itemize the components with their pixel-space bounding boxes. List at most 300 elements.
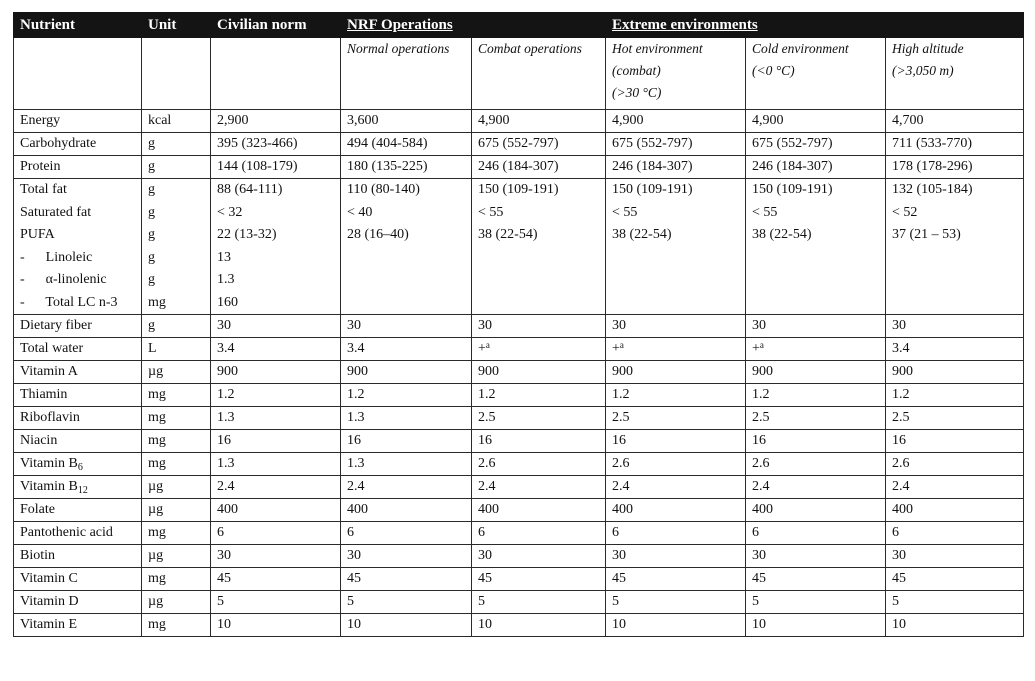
value-altitude-text: 400: [892, 502, 914, 517]
value-civilian: [211, 499, 341, 522]
value-normal-text: 1.3: [347, 456, 365, 471]
value-combat: [472, 614, 606, 637]
value-hot: [606, 522, 746, 545]
subheader-normal-operations: Normal operations: [341, 38, 472, 110]
value-altitude-text: 30: [892, 548, 907, 563]
value-altitude: [886, 338, 1024, 361]
value-altitude: [886, 499, 1024, 522]
nutrient-name-text: Vitamin C: [20, 571, 78, 586]
value-civilian: 2,900: [211, 110, 341, 133]
nutrient-name-text: Riboflavin: [20, 410, 80, 425]
value-civilian: [211, 614, 341, 637]
nutrient-name: [14, 614, 142, 637]
value-hot: [606, 338, 746, 361]
value-combat: [472, 361, 606, 384]
value-combat: [472, 568, 606, 591]
value-altitude: [886, 522, 1024, 545]
value-altitude-text: 2.4: [892, 479, 910, 494]
nutrient-unit: g: [148, 249, 155, 265]
value-hot-text: 5: [612, 594, 620, 609]
subheader-empty: [14, 38, 142, 110]
value-cold-text: 2.4: [752, 479, 770, 494]
footnote-marker: a: [619, 340, 624, 350]
table-row: [14, 453, 1024, 476]
value-normal-text: 400: [347, 502, 368, 517]
value-hot: 246 (184-307): [606, 156, 746, 179]
value-normal: [341, 315, 472, 338]
value-normal: [341, 522, 472, 545]
value-altitude: [886, 568, 1024, 591]
subheader-empty: [211, 38, 341, 110]
nutrient-unit: mg: [148, 294, 166, 310]
table-row: [14, 361, 1024, 384]
value-cold: [746, 384, 886, 407]
value-cold: [746, 430, 886, 453]
value-normal-text: 30: [347, 548, 361, 563]
value-cold: [746, 614, 886, 637]
header-civilian-norm: Civilian norm: [211, 13, 341, 38]
value-cold: [746, 338, 886, 361]
value-normal-text: 16: [347, 433, 361, 448]
value-combat-text: +: [478, 341, 486, 356]
nutrient-name: [14, 384, 142, 407]
nutrient-unit: mg: [142, 453, 211, 476]
value-altitude: [886, 430, 1024, 453]
value-hot-text: 10: [612, 617, 627, 632]
value-combat: [472, 338, 606, 361]
nutrient-unit: mg: [142, 384, 211, 407]
subheader-row: [14, 38, 1024, 110]
nutrient-name: Protein: [14, 156, 142, 179]
value-altitude-text: 10: [892, 617, 907, 632]
value-combat-text: 16: [478, 433, 492, 448]
value-hot-text: 2.6: [612, 456, 630, 471]
value-combat: [472, 545, 606, 568]
nutrient-name-text: Thiamin: [20, 387, 68, 402]
value-altitude-text: 6: [892, 525, 900, 540]
value-civilian: 160: [217, 294, 238, 310]
value-cold-text: 2.5: [752, 410, 770, 425]
table-row: [14, 315, 1024, 338]
value-altitude-text: 2.6: [892, 456, 910, 471]
value-civilian-text: 2.4: [217, 479, 235, 494]
value-hot-text: 400: [612, 502, 634, 517]
table-row: [14, 499, 1024, 522]
value-combat: < 55: [478, 204, 504, 220]
value-cold: < 55: [752, 204, 778, 220]
nutrient-name: [14, 591, 142, 614]
nutrient-unit: mg: [142, 407, 211, 430]
value-cold: [746, 453, 886, 476]
subheader-hot-environment: [606, 38, 746, 110]
value-combat: [472, 476, 606, 499]
table-row: [14, 338, 1024, 361]
nutrient-name: Carbohydrate: [14, 133, 142, 156]
value-cold: 4,900: [746, 110, 886, 133]
value-combat-text: 30: [478, 318, 492, 333]
value-normal: 110 (80-140): [347, 182, 420, 197]
nutrient-name-text: Vitamin A: [20, 364, 78, 379]
value-civilian-block: [211, 179, 341, 315]
value-civilian: [211, 568, 341, 591]
table-row: [14, 522, 1024, 545]
footnote-marker: a: [759, 340, 764, 350]
value-normal: [341, 338, 472, 361]
table-row: [14, 384, 1024, 407]
value-cold-text: 30: [752, 318, 767, 333]
nutrient-name: - Total LC n-3: [20, 294, 118, 310]
value-hot: [606, 361, 746, 384]
value-hot-text: 6: [612, 525, 620, 540]
nutrient-unit: µg: [142, 476, 211, 499]
nutrient-name-text: Vitamin B: [20, 456, 78, 471]
value-normal-text: 45: [347, 571, 361, 586]
value-civilian: 13: [217, 249, 231, 265]
value-cold-text: 10: [752, 617, 767, 632]
value-hot: 4,900: [606, 110, 746, 133]
value-altitude: [886, 315, 1024, 338]
table-row: [14, 591, 1024, 614]
table-row-fats: [14, 179, 1024, 315]
value-normal-text: 30: [347, 318, 361, 333]
value-cold-text: 1.2: [752, 387, 770, 402]
table-row: [14, 476, 1024, 499]
subheader-hot-line: (>30 °C): [612, 85, 662, 100]
value-civilian-text: 30: [217, 548, 231, 563]
value-combat-text: 2.5: [478, 410, 496, 425]
header-extreme-environments: Extreme environments: [606, 13, 1024, 38]
subheader-combat-operations: Combat operations: [472, 38, 606, 110]
value-civilian-text: 10: [217, 617, 231, 632]
nutrient-unit: µg: [142, 545, 211, 568]
nutrient-unit: g: [142, 315, 211, 338]
value-altitude: [886, 453, 1024, 476]
table-row: [14, 430, 1024, 453]
value-normal: < 40: [347, 204, 373, 220]
nutrient-name: [14, 568, 142, 591]
nutrient-name: [14, 338, 142, 361]
value-altitude: [886, 407, 1024, 430]
value-hot-text: +: [612, 341, 620, 356]
value-normal-text: 5: [347, 594, 354, 609]
nutrient-name-text: Folate: [20, 502, 55, 517]
value-cold-text: 2.6: [752, 456, 770, 471]
table-row: [14, 407, 1024, 430]
value-hot-text: 16: [612, 433, 627, 448]
table-body-vitamins: [14, 315, 1024, 637]
value-normal: [341, 568, 472, 591]
nutrient-unit: L: [142, 338, 211, 361]
nutrient-unit: kcal: [142, 110, 211, 133]
nutrient-name-subscript: 12: [77, 485, 88, 496]
subheader-cold-environment: [746, 38, 886, 110]
value-civilian-text: 6: [217, 525, 224, 540]
value-hot: [606, 430, 746, 453]
nutrient-name: [14, 430, 142, 453]
value-normal-text: 2.4: [347, 479, 365, 494]
value-normal-block: [341, 179, 472, 315]
header-row: [14, 13, 1024, 38]
value-cold: [746, 476, 886, 499]
value-combat-text: 2.4: [478, 479, 496, 494]
nutrient-name: - α-linolenic: [20, 272, 107, 287]
value-cold: [746, 499, 886, 522]
nutrient-name: - Linoleic: [20, 249, 93, 265]
value-normal-text: 900: [347, 364, 368, 379]
value-cold: [746, 315, 886, 338]
value-civilian-text: 400: [217, 502, 238, 517]
value-combat-text: 400: [478, 502, 499, 517]
value-combat: [472, 315, 606, 338]
value-normal: [341, 453, 472, 476]
subheader-hot-line: Hot environment: [612, 41, 703, 56]
value-altitude-text: 30: [892, 318, 907, 333]
value-civilian-text: 45: [217, 571, 231, 586]
nutrient-name-text: Dietary fiber: [20, 318, 92, 333]
nutrient-unit: mg: [142, 430, 211, 453]
value-normal: [341, 361, 472, 384]
value-civilian: 1.3: [217, 272, 235, 287]
value-cold-text: 400: [752, 502, 774, 517]
header-unit: Unit: [142, 13, 211, 38]
subheader-empty: [142, 38, 211, 110]
nutrient-unit: mg: [142, 522, 211, 545]
value-cold: [746, 407, 886, 430]
value-civilian-text: 5: [217, 594, 224, 609]
nutrient-unit: mg: [142, 614, 211, 637]
value-combat: [472, 453, 606, 476]
table-row: [14, 156, 1024, 179]
nutrient-unit: g: [148, 204, 155, 220]
nutrient-name-text: Vitamin E: [20, 617, 78, 632]
subheader-cold-line: Cold environment: [752, 41, 849, 56]
value-altitude: [886, 614, 1024, 637]
nutrient-name-text: Pantothenic acid: [20, 525, 113, 540]
value-civilian: [211, 384, 341, 407]
value-combat-block: [472, 179, 606, 315]
nutrient-unit: µg: [142, 591, 211, 614]
value-hot: [606, 545, 746, 568]
value-combat-text: 30: [478, 548, 492, 563]
nutrient-unit: g: [148, 272, 155, 287]
value-altitude-text: 16: [892, 433, 907, 448]
value-combat: 4,900: [472, 110, 606, 133]
value-cold-text: 6: [752, 525, 760, 540]
value-hot: 675 (552-797): [606, 133, 746, 156]
nutrient-name-text: Niacin: [20, 433, 58, 448]
value-combat: 246 (184-307): [472, 156, 606, 179]
nutrient-unit-block: [142, 179, 211, 315]
value-normal: [341, 476, 472, 499]
value-cold: [746, 591, 886, 614]
value-combat: [472, 430, 606, 453]
value-altitude: 178 (178-296): [886, 156, 1024, 179]
value-combat-text: 5: [478, 594, 485, 609]
value-cold-text: 45: [752, 571, 767, 586]
value-civilian-text: 30: [217, 318, 231, 333]
nutrient-name: [14, 361, 142, 384]
value-normal: [341, 384, 472, 407]
value-civilian: [211, 591, 341, 614]
value-cold-block: [746, 179, 886, 315]
nutrient-name: [14, 522, 142, 545]
value-hot: < 55: [612, 204, 638, 220]
nutrient-name-text: Total water: [20, 341, 84, 356]
subheader-high-altitude: [886, 38, 1024, 110]
value-civilian-text: 1.3: [217, 456, 235, 471]
value-altitude-text: 45: [892, 571, 907, 586]
value-normal: [341, 499, 472, 522]
value-altitude: [886, 476, 1024, 499]
value-cold-text: 16: [752, 433, 767, 448]
value-hot: 150 (109-191): [612, 182, 693, 197]
value-normal: 180 (135-225): [341, 156, 472, 179]
value-hot-block: [606, 179, 746, 315]
value-civilian: [211, 407, 341, 430]
value-cold: 246 (184-307): [746, 156, 886, 179]
value-civilian: [211, 545, 341, 568]
value-cold: [746, 522, 886, 545]
value-normal: 28 (16–40): [347, 227, 409, 242]
value-normal: [341, 407, 472, 430]
nutrient-name-subscript: 6: [77, 462, 83, 473]
nutrient-unit: g: [148, 227, 155, 242]
table-row: [14, 568, 1024, 591]
subheader-cold-line: (<0 °C): [752, 63, 795, 78]
value-normal: [341, 430, 472, 453]
nutrient-name: [14, 499, 142, 522]
value-cold: [746, 361, 886, 384]
value-combat: [472, 499, 606, 522]
value-altitude-text: 900: [892, 364, 914, 379]
value-hot: [606, 384, 746, 407]
table-row: [14, 110, 1024, 133]
value-hot: [606, 591, 746, 614]
value-hot-text: 900: [612, 364, 634, 379]
value-normal-text: 1.3: [347, 410, 365, 425]
subheader-hot-line: (combat): [612, 63, 661, 78]
value-hot: [606, 315, 746, 338]
value-hot: [606, 476, 746, 499]
value-civilian-text: 1.2: [217, 387, 235, 402]
value-normal: 3,600: [341, 110, 472, 133]
value-altitude: [886, 545, 1024, 568]
value-cold-text: 5: [752, 594, 760, 609]
value-combat: 150 (109-191): [478, 182, 559, 197]
value-hot: 38 (22-54): [612, 227, 672, 242]
value-civilian: [211, 476, 341, 499]
nutrient-unit: g: [142, 156, 211, 179]
subheader-alt-line: High altitude: [892, 41, 964, 56]
value-civilian: [211, 361, 341, 384]
value-combat: [472, 591, 606, 614]
value-altitude-text: 2.5: [892, 410, 910, 425]
nutrient-name-text: Vitamin B: [20, 479, 78, 494]
nutrient-unit: µg: [142, 499, 211, 522]
value-normal-text: 6: [347, 525, 354, 540]
nutrient-name: [14, 545, 142, 568]
value-altitude-text: 5: [892, 594, 900, 609]
value-altitude: 132 (105-184): [892, 182, 973, 197]
value-cold: 38 (22-54): [752, 227, 812, 242]
header-nutrient: Nutrient: [14, 13, 142, 38]
table-row: [14, 133, 1024, 156]
nutrient-name-block: [14, 179, 142, 315]
header-nrf-operations: NRF Operations: [341, 13, 606, 38]
value-hot-text: 2.5: [612, 410, 630, 425]
nutrient-name: [14, 407, 142, 430]
value-hot: [606, 499, 746, 522]
value-hot-text: 30: [612, 318, 627, 333]
nutrient-name-text: Vitamin D: [20, 594, 79, 609]
value-combat: 675 (552-797): [472, 133, 606, 156]
value-normal: [341, 591, 472, 614]
value-hot-text: 30: [612, 548, 627, 563]
nutrient-unit: mg: [142, 568, 211, 591]
value-normal-text: 3.4: [347, 341, 365, 356]
nutrient-name: [14, 453, 142, 476]
nutrient-unit: g: [142, 133, 211, 156]
nutrient-name: Saturated fat: [20, 204, 92, 220]
value-civilian-text: 3.4: [217, 341, 235, 356]
value-civilian: 88 (64-111): [217, 182, 283, 197]
value-cold: 150 (109-191): [752, 182, 833, 197]
value-normal: [341, 545, 472, 568]
nutrient-unit: g: [148, 182, 155, 197]
value-cold: [746, 545, 886, 568]
value-combat: [472, 384, 606, 407]
value-combat: 38 (22-54): [478, 227, 538, 242]
value-combat-text: 2.6: [478, 456, 496, 471]
value-civilian: [211, 430, 341, 453]
value-combat: [472, 407, 606, 430]
nutrient-name: [14, 315, 142, 338]
value-combat-text: 45: [478, 571, 492, 586]
value-normal-text: 10: [347, 617, 361, 632]
value-civilian: [211, 453, 341, 476]
nutrient-table-container: [13, 12, 1023, 637]
nutrient-requirements-table: [13, 12, 1024, 637]
value-normal: 494 (404-584): [341, 133, 472, 156]
value-altitude: 37 (21 – 53): [892, 227, 961, 242]
value-civilian: [211, 315, 341, 338]
value-combat-text: 10: [478, 617, 492, 632]
nutrient-name: PUFA: [20, 227, 55, 242]
table-row: [14, 545, 1024, 568]
value-cold-text: +: [752, 341, 760, 356]
value-cold-text: 900: [752, 364, 774, 379]
value-normal-text: 1.2: [347, 387, 365, 402]
nutrient-name: Energy: [14, 110, 142, 133]
value-combat-text: 900: [478, 364, 499, 379]
value-civilian: [211, 338, 341, 361]
value-cold: 675 (552-797): [746, 133, 886, 156]
value-hot: [606, 614, 746, 637]
value-altitude: [886, 591, 1024, 614]
nutrient-name-text: Biotin: [20, 548, 56, 563]
value-altitude: 4,700: [886, 110, 1024, 133]
subheader-alt-line: (>3,050 m): [892, 63, 954, 78]
value-hot: [606, 568, 746, 591]
table-row: [14, 614, 1024, 637]
value-civilian-text: 1.3: [217, 410, 235, 425]
value-civilian: [211, 522, 341, 545]
value-hot-text: 45: [612, 571, 627, 586]
nutrient-name: [14, 476, 142, 499]
value-altitude: < 52: [892, 204, 918, 220]
value-civilian-text: 900: [217, 364, 238, 379]
value-combat: [472, 522, 606, 545]
